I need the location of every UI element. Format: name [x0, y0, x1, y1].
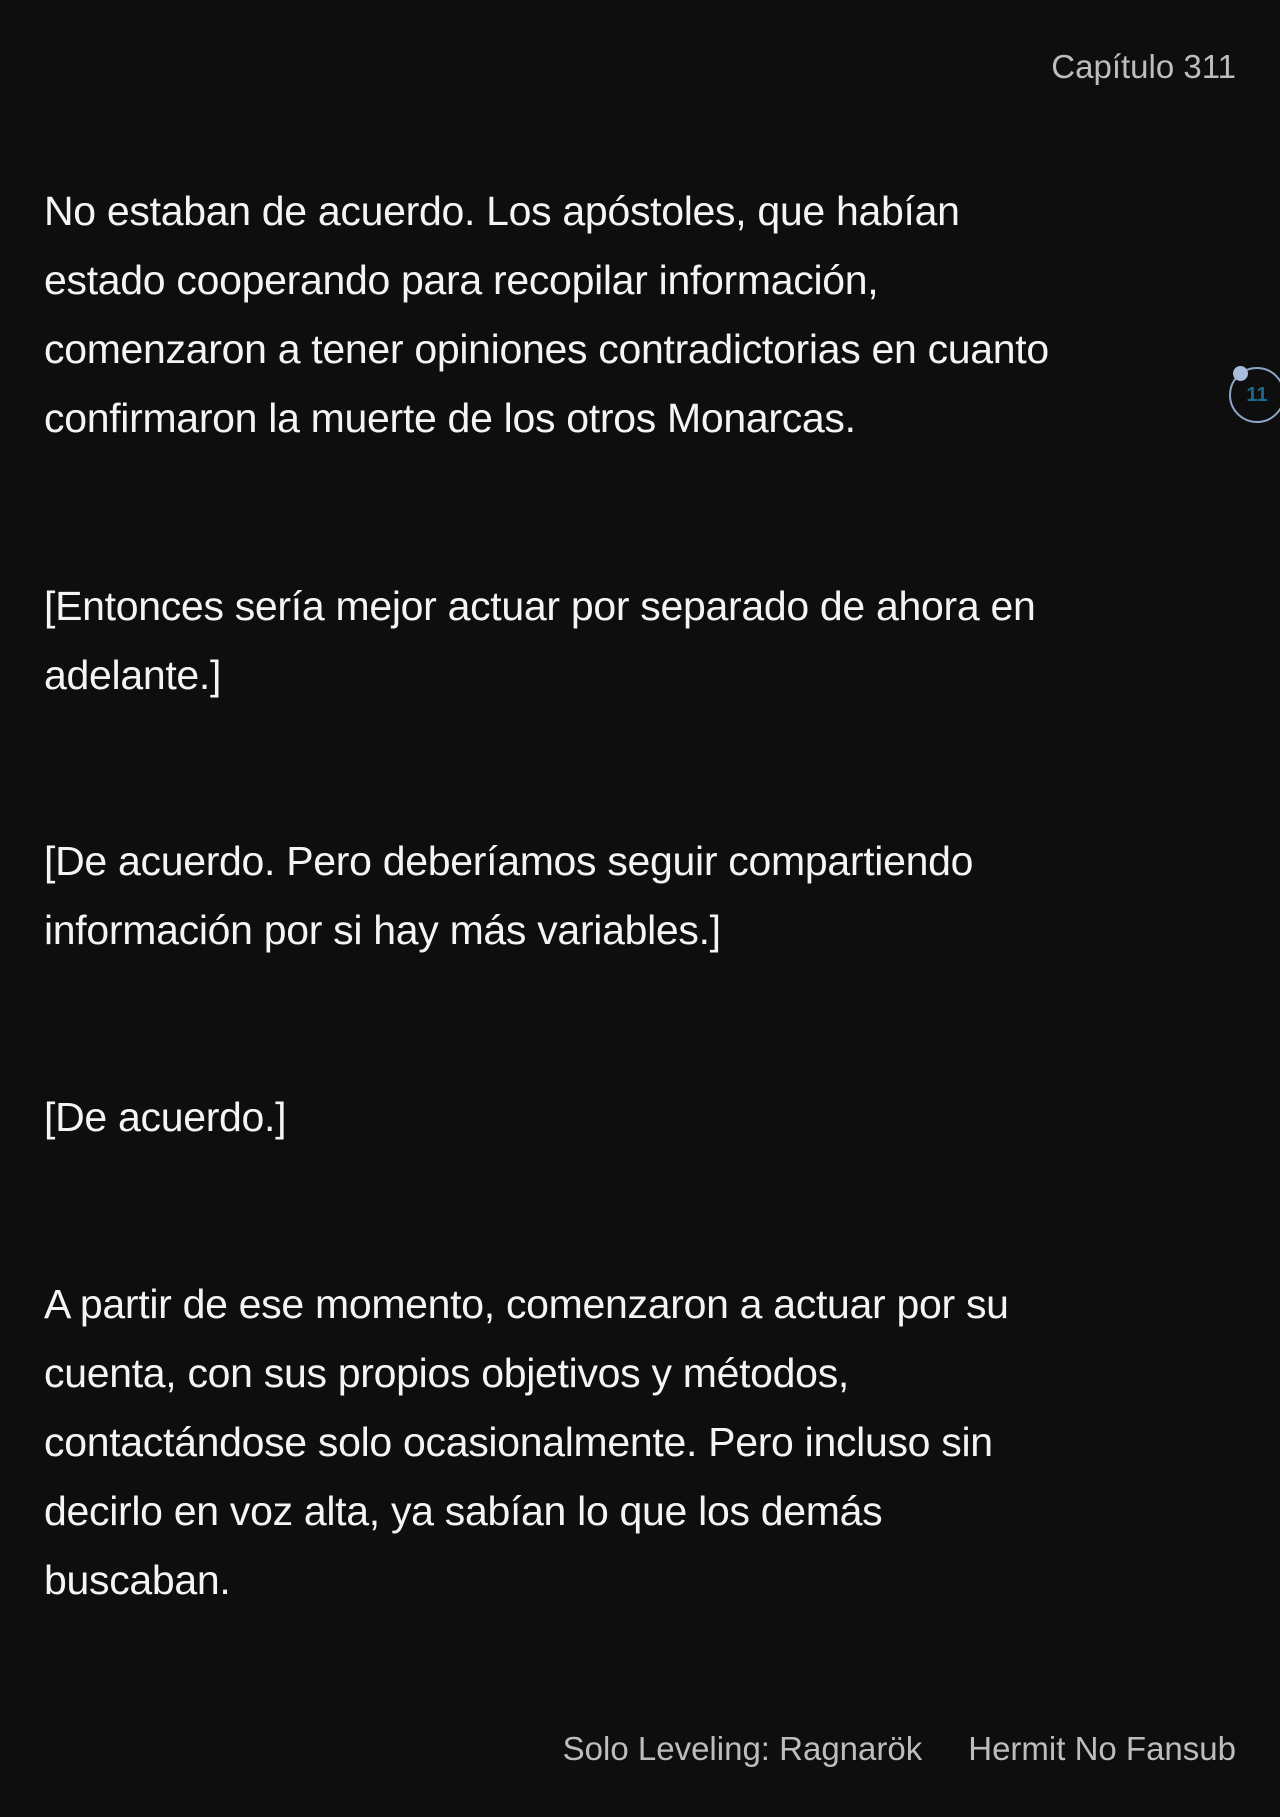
text-line: comenzaron a tener opiniones contradictorias en cuanto [44, 326, 1049, 372]
text-line: No estaban de acuerdo. Los apóstoles, que habían [44, 188, 960, 234]
chapter-title: Capítulo 311 [1051, 48, 1236, 85]
paragraph-3 [44, 827, 1244, 965]
translator-name: Hermit No Fansub [968, 1730, 1236, 1767]
badge-dot-icon [1233, 366, 1248, 381]
paragraph-4 [44, 1083, 1244, 1152]
text-line: estado cooperando para recopilar información, [44, 257, 879, 303]
novel-title: Solo Leveling: Ragnarök [562, 1730, 923, 1767]
text-line: buscaban. [44, 1557, 231, 1603]
text-line: A partir de ese momento, comenzaron a actuar por su [44, 1281, 1009, 1327]
footer [563, 1730, 1236, 1768]
text-line: [De acuerdo. Pero deberíamos seguir compartiendo [44, 838, 974, 884]
text-line: decirlo en voz alta, ya sabían lo que los demás [44, 1488, 883, 1534]
comment-count-badge[interactable]: 11 [1229, 367, 1280, 423]
text-line: adelante.] [44, 652, 222, 698]
text-line: [Entonces sería mejor actuar por separado de ahora en [44, 583, 1036, 629]
text-line: confirmaron la muerte de los otros Monarcas. [44, 395, 856, 441]
text-line: [De acuerdo.] [44, 1094, 287, 1140]
text-line: información por si hay más variables.] [44, 907, 721, 953]
paragraph-5 [44, 1270, 1244, 1615]
text-line: cuenta, con sus propios objetivos y métodos, [44, 1350, 849, 1396]
text-line: contactándose solo ocasionalmente. Pero incluso sin [44, 1419, 993, 1465]
paragraph-2 [44, 572, 1244, 710]
paragraph-1 [44, 177, 1244, 453]
